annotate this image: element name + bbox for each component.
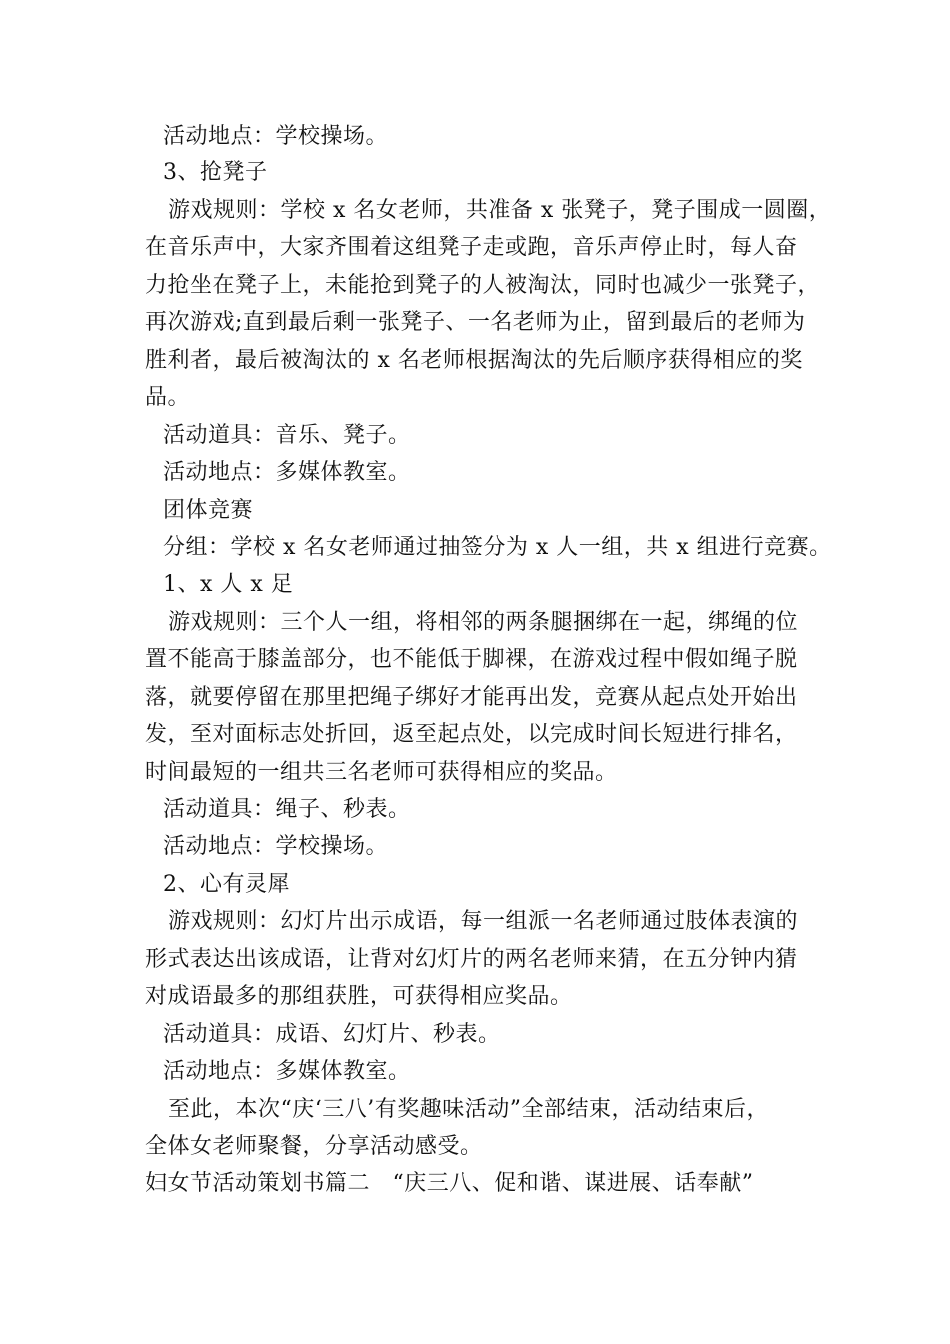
paragraph-line: 在音乐声中，大家齐围着这组凳子走或跑，音乐声停止时，每人奋	[145, 235, 798, 260]
paragraph-line: 活动地点：学校操场。	[163, 834, 389, 859]
paragraph-line: 分组：学校 x 名女老师通过抽签分为 x 人一组，共 x 组进行竞赛。	[163, 535, 832, 560]
paragraph-line: 至此，本次“庆‘三八’有奖趣味活动”全部结束，活动结束后，	[168, 1097, 769, 1122]
paragraph-line: 时间最短的一组共三名老师可获得相应的奖品。	[145, 760, 618, 785]
section-heading: 1、x 人 x 足	[163, 572, 294, 597]
paragraph-line: 胜利者，最后被淘汰的 x 名老师根据淘汰的先后顺序获得相应的奖	[145, 348, 803, 373]
next-section-title: 妇女节活动策划书篇二 “庆三八、促和谐、谋进展、话奉献”	[145, 1171, 754, 1196]
paragraph-line: 活动道具：成语、幻灯片、秒表。	[163, 1022, 501, 1047]
section-heading: 2、心有灵犀	[163, 872, 290, 897]
paragraph-line: 落，就要停留在那里把绳子绑好才能再出发，竞赛从起点处开始出	[145, 685, 798, 710]
paragraph-line: 活动地点：学校操场。	[163, 124, 389, 149]
paragraph-line: 全体女老师聚餐，分享活动感受。	[145, 1134, 483, 1159]
paragraph-line: 置不能高于膝盖部分，也不能低于脚裸，在游戏过程中假如绳子脱	[145, 647, 798, 672]
paragraph-line: 形式表达出该成语，让背对幻灯片的两名老师来猜，在五分钟内猜	[145, 947, 798, 972]
section-heading: 3、抢凳子	[163, 160, 268, 185]
paragraph-line: 力抢坐在凳子上，未能抢到凳子的人被淘汰，同时也减少一张凳子，	[145, 273, 821, 298]
paragraph-line: 发，至对面标志处折回，返至起点处，以完成时间长短进行排名，	[145, 722, 798, 747]
paragraph-line: 活动地点：多媒体教室。	[163, 460, 411, 485]
paragraph-line: 品。	[145, 385, 191, 410]
paragraph-line: 活动道具：音乐、凳子。	[163, 423, 411, 448]
paragraph-line: 游戏规则：三个人一组，将相邻的两条腿捆绑在一起，绑绳的位	[168, 610, 799, 635]
paragraph-line: 对成语最多的那组获胜，可获得相应奖品。	[145, 984, 573, 1009]
paragraph-line: 活动地点：多媒体教室。	[163, 1059, 411, 1084]
paragraph-line: 再次游戏;直到最后剩一张凳子、一名老师为止，留到最后的老师为	[145, 310, 806, 335]
section-heading: 团体竞赛	[163, 498, 254, 523]
paragraph-line: 游戏规则：幻灯片出示成语，每一组派一名老师通过肢体表演的	[168, 909, 799, 934]
paragraph-line: 游戏规则：学校 x 名女老师，共准备 x 张凳子，凳子围成一圆圈，	[168, 198, 832, 223]
paragraph-line: 活动道具：绳子、秒表。	[163, 797, 411, 822]
